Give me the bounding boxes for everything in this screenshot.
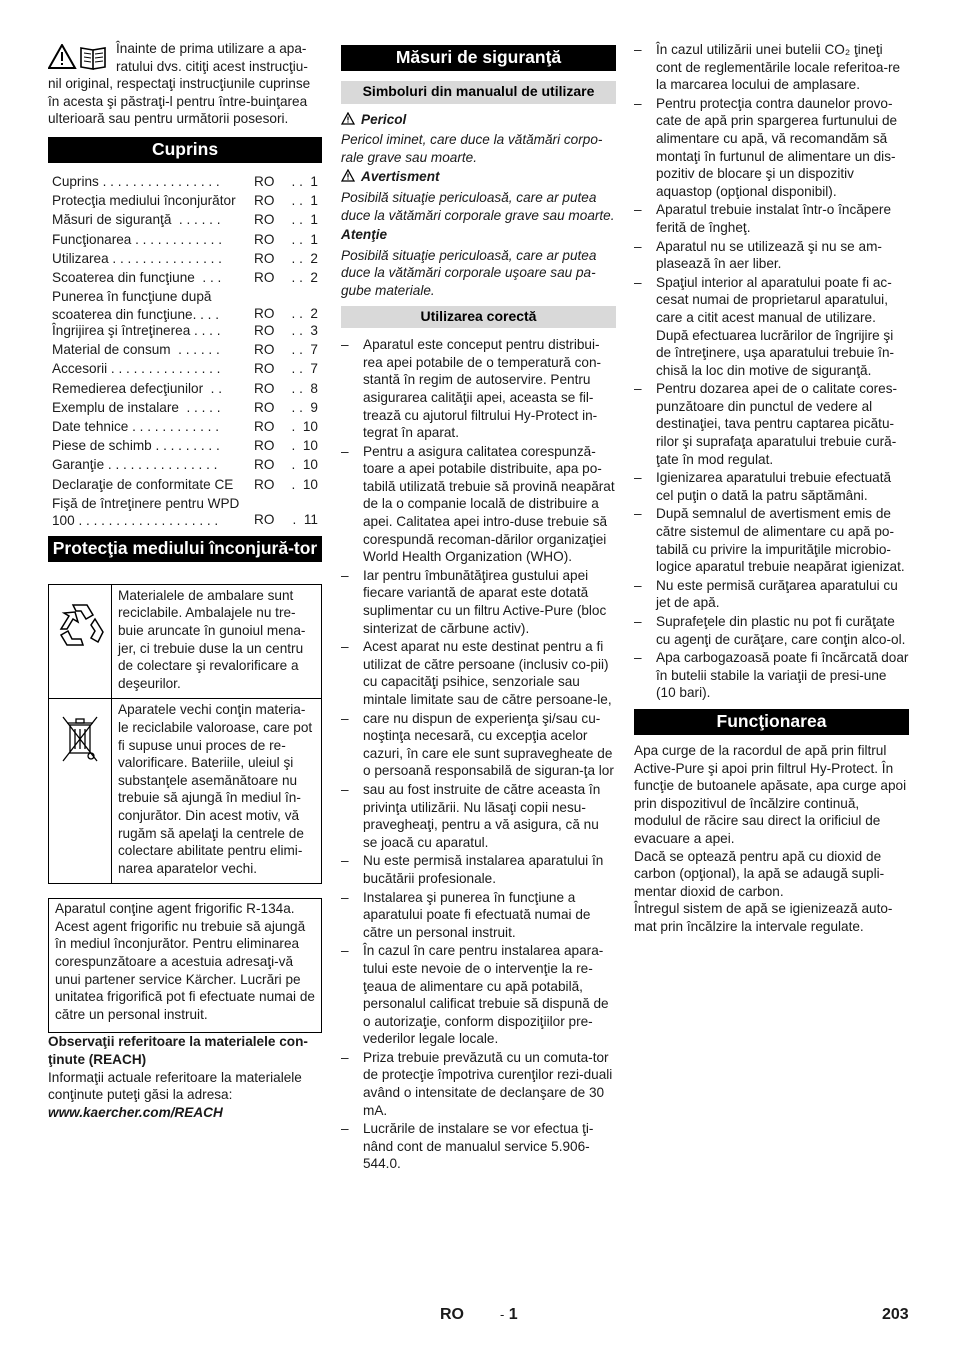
toc-item-page: . . 1 (291, 193, 318, 209)
toc-item-title: Îngrijirea şi întreţinerea . . . . (52, 323, 221, 339)
toc-item-page: . 10 (291, 457, 318, 473)
environment-table (48, 584, 322, 885)
safety-list-item: – Lucrările de instalare se vor efectua ţi-nând cont de manualul service 5.906-544.0. (341, 1120, 616, 1173)
footer-lang: RO (440, 1306, 464, 1323)
toc-item[interactable] (52, 250, 318, 269)
toc-item-title: Scoaterea din funcţiune . . . (52, 269, 222, 285)
danger-label: Pericol (361, 111, 407, 127)
toc-item-title: Date tehnice . . . . . . . . . . . . (52, 419, 219, 435)
toc-item-title: Exemplu de instalare . . . . . (52, 399, 221, 415)
toc-item-page: . . 1 (291, 212, 318, 228)
toc-item-lang: RO (254, 323, 275, 339)
toc-item-title: Punerea în funcţiune după scoaterea din funcţiune. . . . (52, 289, 220, 322)
toc-item-lang: RO (254, 173, 275, 189)
recycling-row (49, 585, 321, 699)
toc-item-lang: RO (254, 399, 275, 415)
toc-heading: Cuprins (48, 137, 322, 163)
toc-item-title: Funcţionarea . . . . . . . . . . . . (52, 231, 222, 247)
intro-line-2: ratului dvs. citiţi acest instrucţiu- (116, 58, 308, 74)
safety-list-item: – Aparatul nu se utilizează şi nu se am-plasează în aer liber. (634, 238, 909, 273)
toc-item[interactable] (52, 211, 318, 230)
warning-text: Posibilă situaţie periculoasă, care ar putea duce la vătămări corporale grave sau moarte. (341, 189, 615, 223)
toc-item-lang: RO (254, 269, 275, 285)
intro-line-1: Înainte de prima utilizare a apa- (116, 41, 307, 56)
safety-list-item: – Pentru a asigura calitatea corespunză-toare a apei potabile distribuite, apa po-tabilă utilizată trebuie să provină neapărat de la o companie locală de distribuire a apei. Calitatea apei intro-duse trebuie să corespundă recoman-dărilor organizaţiei World Health Organization (WHO). (341, 443, 616, 566)
toc-item-lang: RO (254, 231, 275, 247)
safety-list-item: – Pentru protecţia contra daunelor provo-cate de apă prin spargerea furtunului de alimentare cu apă, vă recomandăm să montaţi în furtunul de alimentare un dis-pozitiv de blocare şi un dispozitiv aquastop (opţional disponibil). (634, 95, 909, 201)
toc-item-lang: RO (254, 457, 275, 473)
toc-item-page: . . 2 (291, 250, 318, 266)
toc-item[interactable] (52, 380, 318, 399)
crossed-bin-icon (60, 713, 100, 767)
toc-item[interactable] (52, 231, 318, 250)
intro (48, 40, 322, 128)
toc-item-page: . . 7 (291, 342, 318, 358)
toc-item-lang: RO (254, 212, 275, 228)
toc-item[interactable] (52, 476, 318, 495)
toc-item-page: . 10 (291, 419, 318, 435)
toc-item[interactable] (52, 341, 318, 360)
toc-item-title: Accesorii . . . . . . . . . . . . . . . (52, 361, 221, 377)
toc-item[interactable] (52, 418, 318, 437)
proper-use-list (341, 336, 616, 1173)
toc-item-title: Protecţia mediului înconjurător (52, 193, 236, 209)
recycling-icon (53, 599, 107, 651)
column-middle (341, 40, 616, 1174)
toc-item[interactable] (52, 192, 318, 211)
warning-triangle-icon (341, 169, 355, 182)
toc-item[interactable] (52, 360, 318, 379)
toc-item-lang: RO (254, 250, 275, 266)
safety-list-item: – Nu este permisă curăţarea aparatului cu jet de apă. (634, 577, 909, 612)
toc-item-title: Piese de schimb . . . . . . . . . (52, 438, 220, 454)
safety-list-item: – Priza trebuie prevăzută cu un comuta-tor de protecţie împotriva curenţilor rezi-duali având o intensitate de declanşare de 30 mA. (341, 1049, 616, 1119)
toc-item-page: . . 8 (291, 380, 318, 396)
disposal-row (49, 698, 321, 883)
operation-paragraph-1: Apa curge de la racordul de apă prin filtrul Active-Pure şi apoi prin filtrul Hy-Protect. În funcţie de butoanele apăsate, apa curge apoi prin dispozitivul de încălzire continuă, modulul de răcire sau direct la orificiul de evacuare a apei. (634, 742, 907, 846)
toc-item-lang: RO (254, 342, 275, 358)
refrigerant-box: Aparatul conţine agent frigorific R-134a. Acest agent frigorific nu trebuie să ajungă în mediul înconjurător. Pentru eliminarea corespunzătoare a acestuia adresaţi-vă unui partener service Kärcher. Lucrări pe unitatea frigorifică pot fi efectuate numai de către un personal instruit. (48, 898, 322, 1033)
safety-list-item: – Aparatul trebuie instalat într-o încăpere ferită de îngheţ. (634, 201, 909, 236)
footer-local-page: - 1 (500, 1306, 518, 1323)
safety-list-item: – Apa carbogazoasă poate fi încărcată doar în butelii stabile la variaţii de presi-une (10 bari). (634, 649, 909, 702)
toc-item[interactable] (52, 173, 318, 192)
symbols-heading: Simboluri din manualul de utilizare (341, 81, 616, 104)
safety-list-item: – Suprafeţele din plastic nu pot fi curăţate cu agenţi de curăţare, care conţin alco-ol. (634, 613, 909, 648)
table-of-contents (48, 173, 322, 529)
toc-item[interactable] (52, 399, 318, 418)
safety-heading: Măsuri de siguranţă (341, 45, 616, 71)
toc-item-page: . . 2 (291, 305, 318, 321)
toc-item-page: . . 7 (291, 361, 318, 377)
toc-item[interactable] (52, 495, 318, 529)
disposal-text: Aparatele vechi conţin materia-le reciclabile valoroase, care pot fi supuse unui proces de re-valorificare. Bateriile, uleiul şi substanţele asemănătoare nu trebuie să ajungă în mediul în-conjurător. Din acest motiv, vă rugăm să apelaţi la centrele de colectare abilitate pentru elimi-narea aparatelor vechi. (118, 702, 313, 876)
safety-list-item: – sau au fost instruite de către aceasta în privinţa utilizării. Nu lăsaţi copii nesu-pravegheaţi, pentru a vă asigura, că nu se joacă cu aparatul. (341, 781, 616, 851)
caution-text: Posibilă situaţie periculoasă, care ar putea duce la vătămări corporale uşoare sau pa-gube materiale. (341, 247, 597, 298)
reach-text: Informaţii actuale referitoare la materialele conţinute puteţi găsi la adresa: (48, 1069, 302, 1103)
column-left (48, 40, 322, 1121)
reach-title: Observaţii referitoare la materialele con-ţinute (REACH) (48, 1034, 308, 1068)
toc-item-page: . 10 (291, 476, 318, 492)
toc-item[interactable] (52, 437, 318, 456)
toc-item[interactable] (52, 288, 318, 322)
recycling-text: Materialele de ambalare sunt reciclabile. Ambalajele nu tre-buie aruncate în gunoiul mena-jer, ci trebuie duse la un centru de colectare şi revalorificare a deşeurilor. (118, 587, 306, 691)
safety-list-continued (634, 41, 909, 702)
safety-list-item: – Pentru dozarea apei de o calitate cores-punzătoare din punctul de vedere al destinaţiei, tava pentru captarea picătu-rilor şi suprafaţa aparatului trebuie cură-ţate în mod regulat. (634, 380, 909, 468)
toc-item[interactable] (52, 456, 318, 475)
toc-item-page: . . 1 (291, 231, 318, 247)
safety-list-item: – Iar pentru îmbunătăţirea gustului apei fiecare variantă de aparat este dotată suplimentar cu un filtru Active-Pure (bloc sinterizat de cărbune activ). (341, 567, 616, 637)
caution-label: Atenţie (341, 227, 388, 243)
toc-item-lang: RO (254, 438, 275, 454)
toc-item-lang: RO (254, 305, 275, 321)
toc-item-lang: RO (254, 512, 275, 528)
toc-item-page: . . 2 (291, 269, 318, 285)
safety-list-item: – Igienizarea aparatului trebuie efectuată cel puţin o dată la patru săptămâni. (634, 469, 909, 504)
toc-item-lang: RO (254, 193, 275, 209)
danger-text: Pericol iminet, care duce la vătămări corpo-rale grave sau moarte. (341, 132, 603, 165)
danger-label-line (341, 111, 616, 129)
column-right (634, 40, 909, 936)
toc-item-page: . . 1 (291, 173, 318, 189)
safety-list-item: – După semnalul de avertisment emis de către sistemul de alimentare cu apă po-tabilă cu privire la impurităţile microbio-logice aparatul trebuie neapărat igienizat. (634, 505, 909, 575)
safety-list-item: – Aparatul este conceput pentru distribui-rea apei potabile de o temperatură con-stantă în regim de autoservire. Pentru asigurarea calităţii apei, aceasta se fil-trează cu ajutorul filtrului Hy-Protect in-tegrat în aparat. (341, 336, 616, 442)
warning-label-line (341, 168, 616, 186)
operation-paragraph-2: Dacă se optează pentru apă cu dioxid de carbon (opţional), la apă se adaugă supli-mentar dioxid de carbon. (634, 848, 885, 899)
intro-rest: nil original, respectaţi instrucţiunile cuprinse în acesta şi păstraţi-l pentru între-buinţarea ulterioară sau pentru următorii posesori. (48, 76, 311, 127)
safety-list-item: – Instalarea şi punerea în funcţiune a aparatului poate fi efectuată numai de către un personal instruit. (341, 889, 616, 942)
toc-item-title: Declaraţie de conformitate CE (52, 476, 234, 492)
toc-item-title: Cuprins . . . . . . . . . . . . . . . . (52, 173, 220, 189)
toc-item-lang: RO (254, 419, 275, 435)
toc-item-title: Garanţie . . . . . . . . . . . . . . . (52, 457, 218, 473)
toc-item[interactable] (52, 269, 318, 288)
toc-item-lang: RO (254, 380, 275, 396)
toc-item[interactable] (52, 322, 318, 341)
toc-item-title: Măsuri de siguranţă . . . . . . (52, 212, 221, 228)
warning-triangle-icon (341, 112, 355, 125)
toc-item-lang: RO (254, 476, 275, 492)
safety-list-item: – care nu dispun de experienţa şi/sau cu-noştinţa necesară, cu excepţia acelor cazuri, în care ele sunt supravegheate de o persoană responsabilă de siguran-ţa lor (341, 710, 616, 780)
safety-list-item: – În cazul în care pentru instalarea apara-tului este nevoie de o intervenţie la re-ţeaua de alimentare cu apă potabilă, personalul calificat trebuie să dispună de o autorizaţie, conform dispoziţiilor pre-vederilor legale locale. (341, 942, 616, 1048)
toc-item-page: . . 9 (291, 399, 318, 415)
toc-item-page: . 10 (291, 438, 318, 454)
toc-item-title: Remedierea defecţiunilor . . (52, 380, 223, 396)
operation-paragraph-3: Întregul sistem de apă se igienizează auto-mat prin încălzire la intervale regulate. (634, 901, 893, 934)
warning-label: Avertisment (361, 169, 440, 185)
proper-use-heading: Utilizarea corectă (341, 306, 616, 329)
environment-heading: Protecţia mediului înconjură-tor (48, 536, 322, 562)
footer-page-number: 203 (882, 1306, 909, 1323)
reach-url[interactable]: www.kaercher.com/REACH (48, 1104, 223, 1120)
safety-list-item: – Nu este permisă instalarea aparatului în bucătării profesionale. (341, 852, 616, 887)
toc-item-lang: RO (254, 361, 275, 377)
toc-item-title: Fişă de întreţinere pentru WPD 100 . . . . . . . . . . . . . . . . . . . (52, 495, 240, 529)
safety-list-item: – Spaţiul interior al aparatului poate fi ac-cesat numai de proprietarul aparatului, care a citit acest manual de utilizare. După efectuarea lucrărilor de îngrijire şi de întreţinere, uşa aparatului trebuie în-chisă la loc din motive de siguranţă. (634, 274, 909, 380)
warning-manual-icon (48, 44, 108, 70)
operation-heading: Funcţionarea (634, 709, 909, 735)
toc-item-page: . 11 (292, 512, 318, 528)
toc-item-page: . . 3 (291, 323, 318, 339)
safety-list-item: – În cazul utilizării unei butelii CO₂ ţineţi cont de reglementările locale referitoa-re la marcarea locului de amplasare. (634, 41, 909, 94)
toc-item-title: Utilizarea . . . . . . . . . . . . . . . (52, 250, 222, 266)
toc-item-title: Material de consum . . . . . . (52, 342, 220, 358)
safety-list-item: – Acest aparat nu este destinat pentru a fi utilizat de către persoane (inclusiv co-pii) cu capacităţi psihice, senzoriale sau mintale limitate sau de către persoane-le, (341, 638, 616, 708)
